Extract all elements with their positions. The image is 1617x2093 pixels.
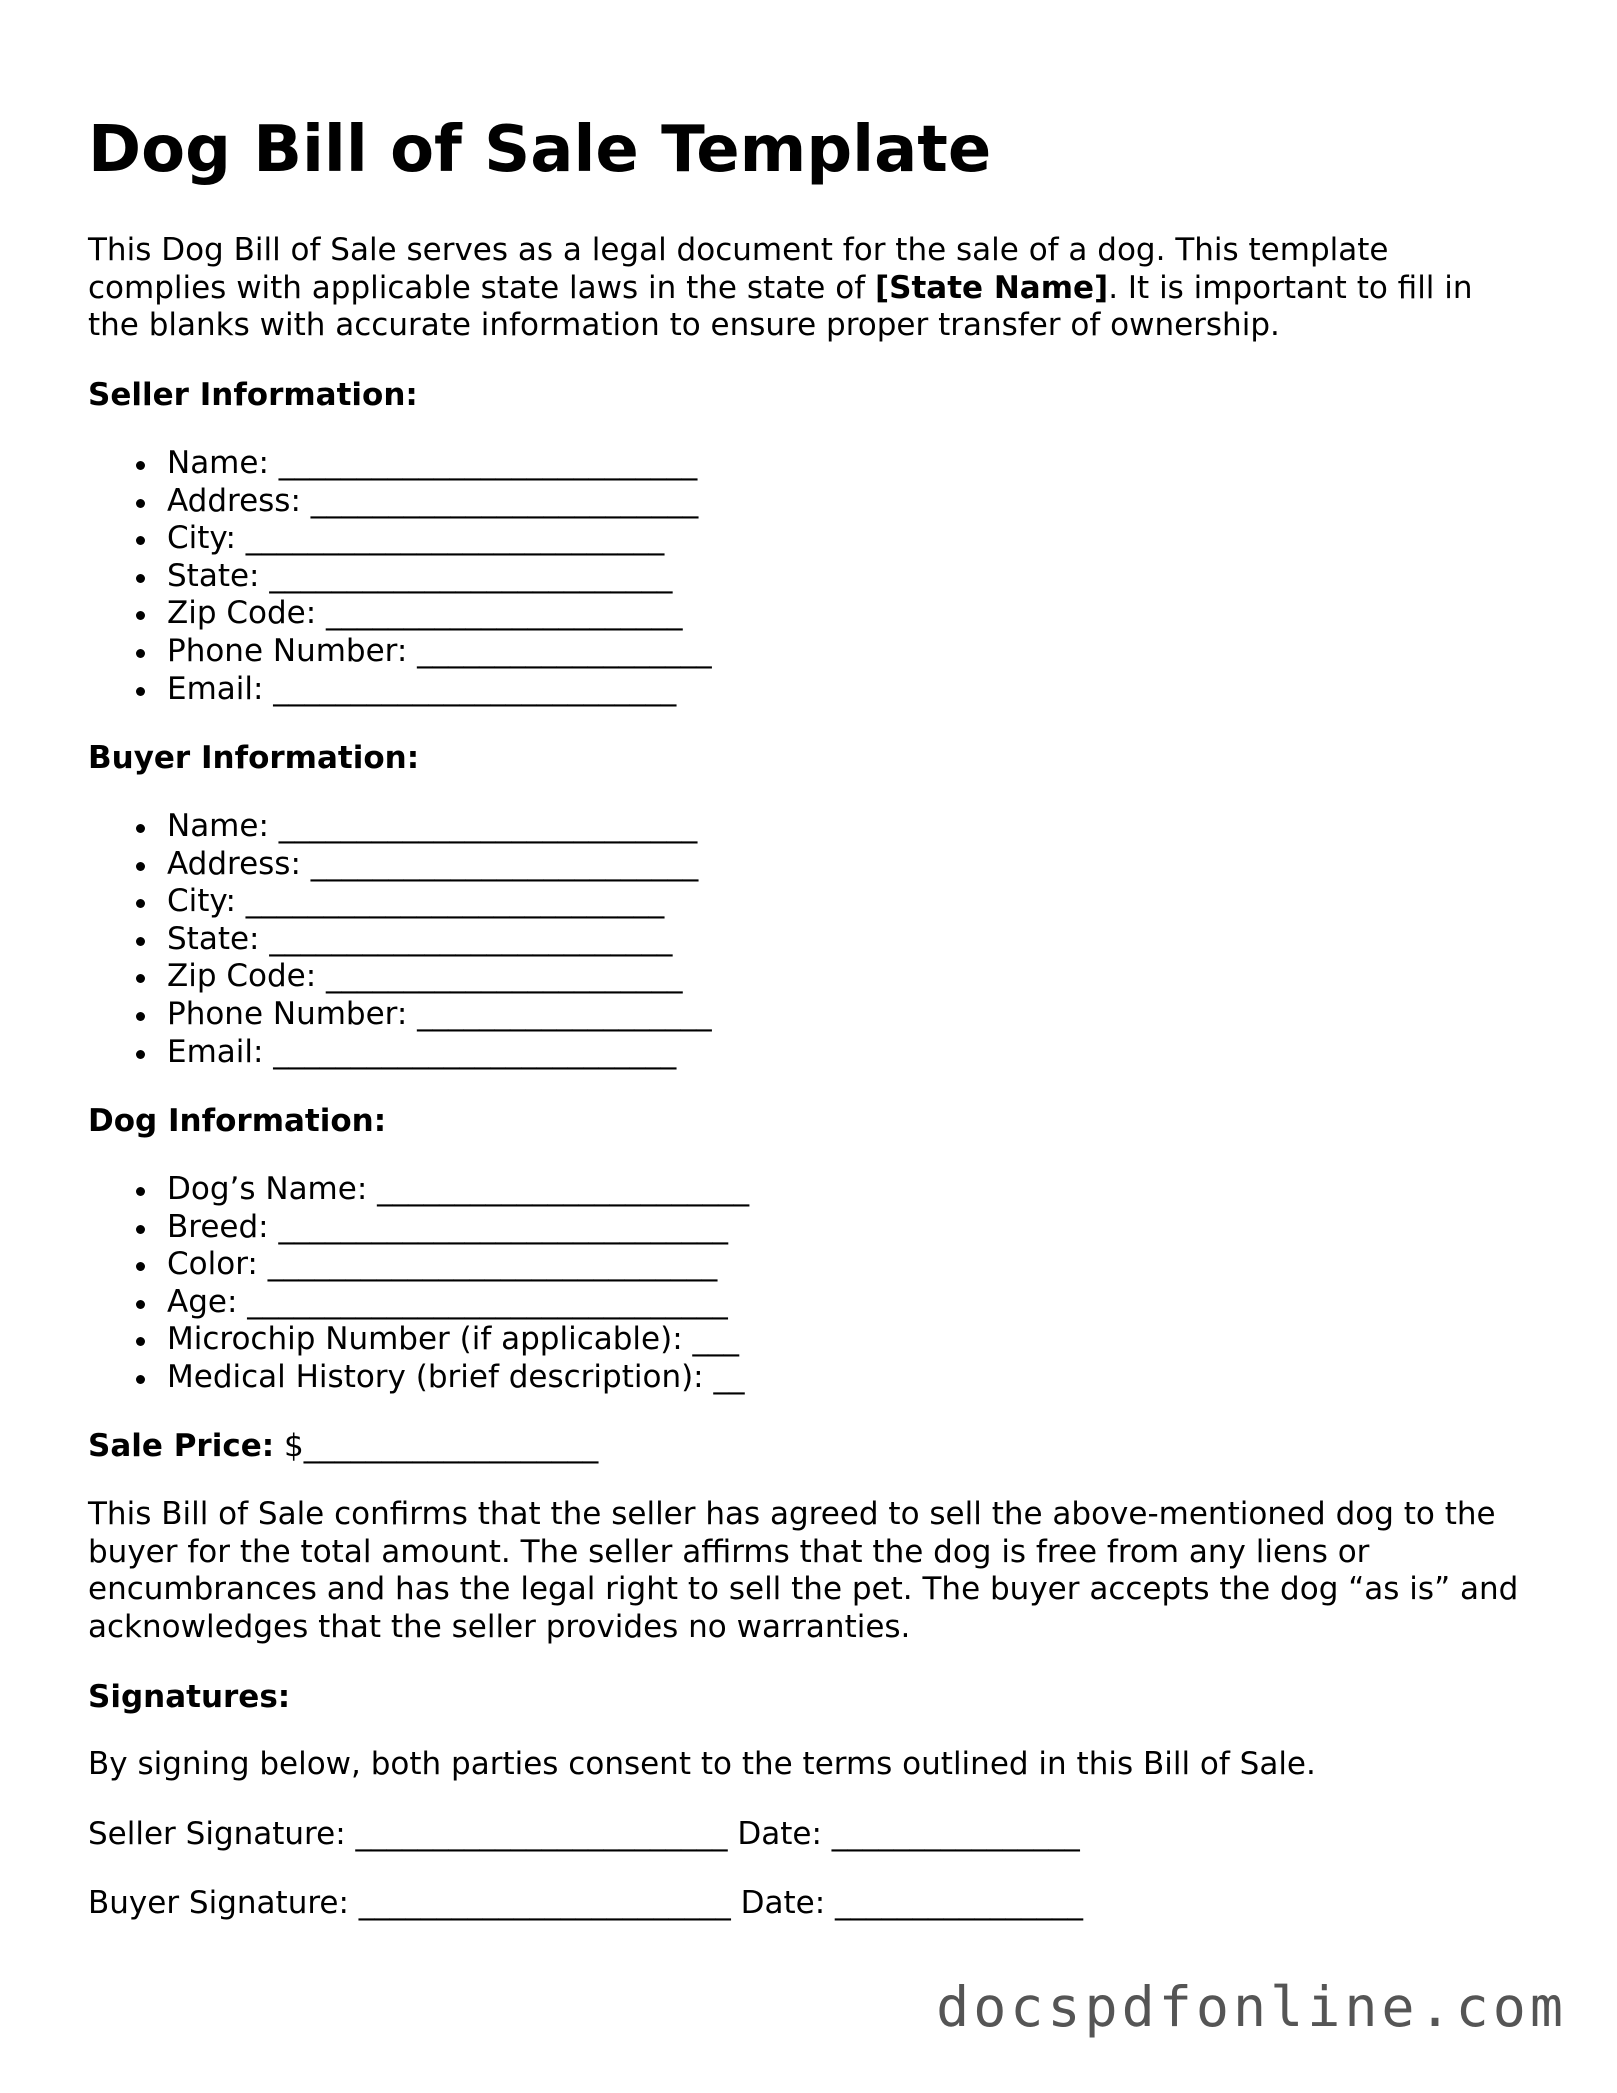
buyer-zip-code-field: Zip Code: _______________________ [167,958,712,996]
intro-paragraph [88,232,1528,345]
buyer-information-list [88,808,712,1071]
seller-information-list [88,445,712,708]
dog-microchip-field: Microchip Number (if applicable): ___ [167,1321,749,1359]
seller-phone-number-field: Phone Number: ___________________ [167,632,712,669]
buyer-email-field: Email: __________________________ [167,1034,712,1072]
buyer-signature-line: Buyer Signature: ________________________ Date: ________________ [88,1885,1084,1921]
buyer-address-field: Address: _________________________ [167,846,712,884]
seller-address-field: Address: _________________________ [167,483,712,521]
dog-medical-history-field: Medical History (brief description): __ [167,1359,749,1397]
seller-name-field: Name: ___________________________ [167,445,712,483]
seller-state-field: State: __________________________ [167,558,712,596]
dog-age-field: Age: _______________________________ [167,1284,749,1322]
buyer-state-field: State: __________________________ [167,921,712,959]
state-name-placeholder: [State Name] [874,269,1109,306]
seller-information-heading: Seller Information: [88,377,418,413]
closing-paragraph: This Bill of Sale confirms that the seller has agreed to sell the above-mentioned dog to the buyer for the total amount. The seller affirms that the dog is free from any liens or encumbrances and has the legal right to sell the pet. The buyer accepts the dog “as is” and acknowledges that the seller provides no warranties. [88,1496,1519,1645]
seller-city-field: City: ___________________________ [167,520,712,558]
sale-price-line [88,1427,598,1465]
consent-statement: By signing below, both parties consent to the terms outlined in this Bill of Sale. [88,1746,1316,1782]
watermark: docspdfonline.com [936,1975,1567,2039]
intro-text-before: This Dog Bill of Sale serves as a legal document for the sale of a dog. This template complies with applicable state laws in the state of [88,232,1389,306]
dog-color-field: Color: _____________________________ [167,1246,749,1284]
buyer-name-field: Name: ___________________________ [167,808,712,846]
buyer-city-field: City: ___________________________ [167,883,712,921]
signatures-heading: Signatures: [88,1679,291,1715]
dog-information-list [88,1171,749,1397]
seller-zip-code-field: Zip Code: _______________________ [167,595,712,633]
dog-information-heading: Dog Information: [88,1103,387,1139]
seller-signature-line: Seller Signature: ________________________ Date: ________________ [88,1816,1080,1852]
buyer-phone-number-field: Phone Number: ___________________ [167,995,712,1032]
sale-price-blank: $___________________ [274,1428,599,1464]
intro-text-after: . It is important to fill in the blanks with accurate information to ensure proper transfer of ownership. [88,269,1473,343]
seller-email-field: Email: __________________________ [167,671,712,709]
buyer-information-heading: Buyer Information: [88,740,420,776]
sale-price-label: Sale Price: [88,1428,275,1464]
dog-name-field: Dog’s Name: ________________________ [167,1171,750,1207]
dog-breed-field: Breed: _____________________________ [167,1209,749,1247]
page-title: Dog Bill of Sale Template [88,113,992,187]
